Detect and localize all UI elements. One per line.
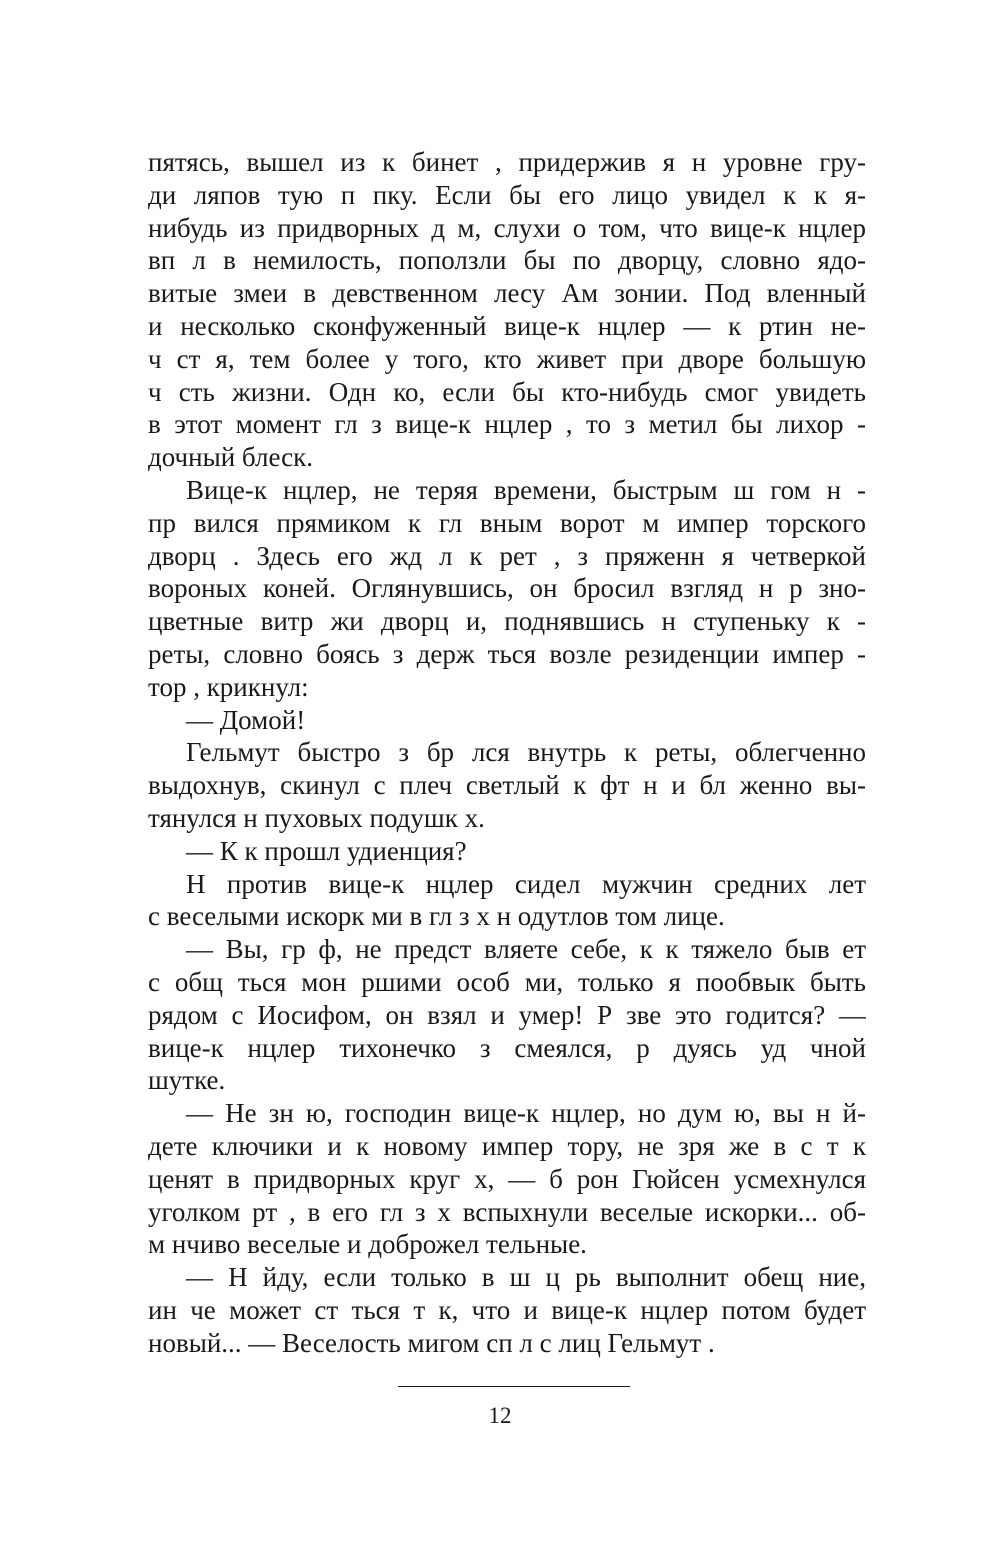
text-line: — Н йду, если только в ш ц рь выполнит обещ ние, (186, 1262, 866, 1293)
text-line: вороных коней. Оглянувшись, он бросил взгляд н р зно- (148, 573, 866, 604)
text-line: рядом с Иосифом, он взял и умер! Р зве это годится? — (148, 999, 866, 1030)
text-line: — Вы, гр ф, не предст вляете себе, к к тяжело быв ет (186, 934, 866, 965)
text-line: выдохнув, скинул с плеч светлый к фт н и бл женно вы- (148, 770, 866, 801)
text-line: с общ ться мон ршими особ ми, только я пообвык быть (148, 966, 866, 997)
text-line: Гельмут быстро з бр лся внутрь к реты, облегченно (186, 737, 866, 768)
text-line: Вице-к нцлер, не теряя времени, быстрым ш гом н - (186, 474, 866, 505)
footer-divider (398, 1386, 630, 1387)
text-line: тор , крикнул: (148, 671, 309, 702)
text-line: с веселыми искорк ми в гл з х н одутлов том лице. (148, 901, 725, 932)
text-line: цветные витр жи дворц и, поднявшись н ступеньку к - (148, 606, 866, 637)
body-text (148, 146, 866, 1359)
text-line: ин че может ст ться т к, что и вице-к нцлер потом будет (148, 1294, 866, 1325)
text-line: нибудь из придворных д м, слухи о том, что вице-к нцлер (148, 212, 866, 243)
text-line: вице-к нцлер тихонечко з смеялся, р дуясь уд чной (148, 1032, 866, 1063)
text-line: ди ляпов тую п пку. Если бы его лицо увидел к к я- (148, 179, 866, 210)
text-line: ч сть жизни. Одн ко, если бы кто-нибудь смог увидеть (148, 376, 866, 407)
text-line: — Не зн ю, господин вице-к нцлер, но дум ю, вы н й- (186, 1098, 866, 1129)
text-line: уголком рт , в его гл з х вспыхнули веселые искорки... об- (148, 1196, 866, 1227)
text-line: м нчиво веселые и доброжел тельные. (148, 1229, 587, 1260)
text-line: вп л в немилость, поползли бы по дворцу, словно ядо- (148, 245, 866, 276)
text-line: Н против вице-к нцлер сидел мужчин средних лет (186, 868, 866, 899)
text-line: тянулся н пуховых подушк х. (148, 802, 485, 833)
text-line: новый... — Веселость мигом сп л с лиц Гельмут . (148, 1327, 715, 1358)
text-line: ч ст я, тем более у того, кто живет при дворе большую (148, 343, 866, 374)
text-line: витые змеи в девственном лесу Ам зонии. Под вленный (148, 278, 866, 309)
text-line: дворц . Здесь его жд л к рет , з пряженн я четверкой (148, 540, 866, 571)
text-line: шутке. (148, 1065, 226, 1096)
text-line: в этот момент гл з вице-к нцлер , то з метил бы лихор - (148, 409, 866, 440)
text-line: — К к прошл удиенция? (186, 835, 467, 866)
text-line: пятясь, вышел из к бинет , придержив я н уровне гру- (148, 147, 866, 177)
text-line: — Домой! (186, 704, 306, 735)
text-line: ценят в придворных круг х, — б рон Гюйсен усмехнулся (148, 1163, 866, 1194)
text-line: реты, словно боясь з держ ться возле резиденции импер - (148, 638, 866, 669)
text-line: пр вился прямиком к гл вным ворот м импер торского (148, 507, 866, 538)
text-line: дочный блеск. (148, 442, 313, 473)
text-line: дете ключики и к новому импер тору, не зря же в с т к (148, 1130, 866, 1161)
text-line: и несколько сконфуженный вице-к нцлер — к ртин не- (148, 310, 866, 341)
page-number: 12 (488, 1403, 512, 1428)
